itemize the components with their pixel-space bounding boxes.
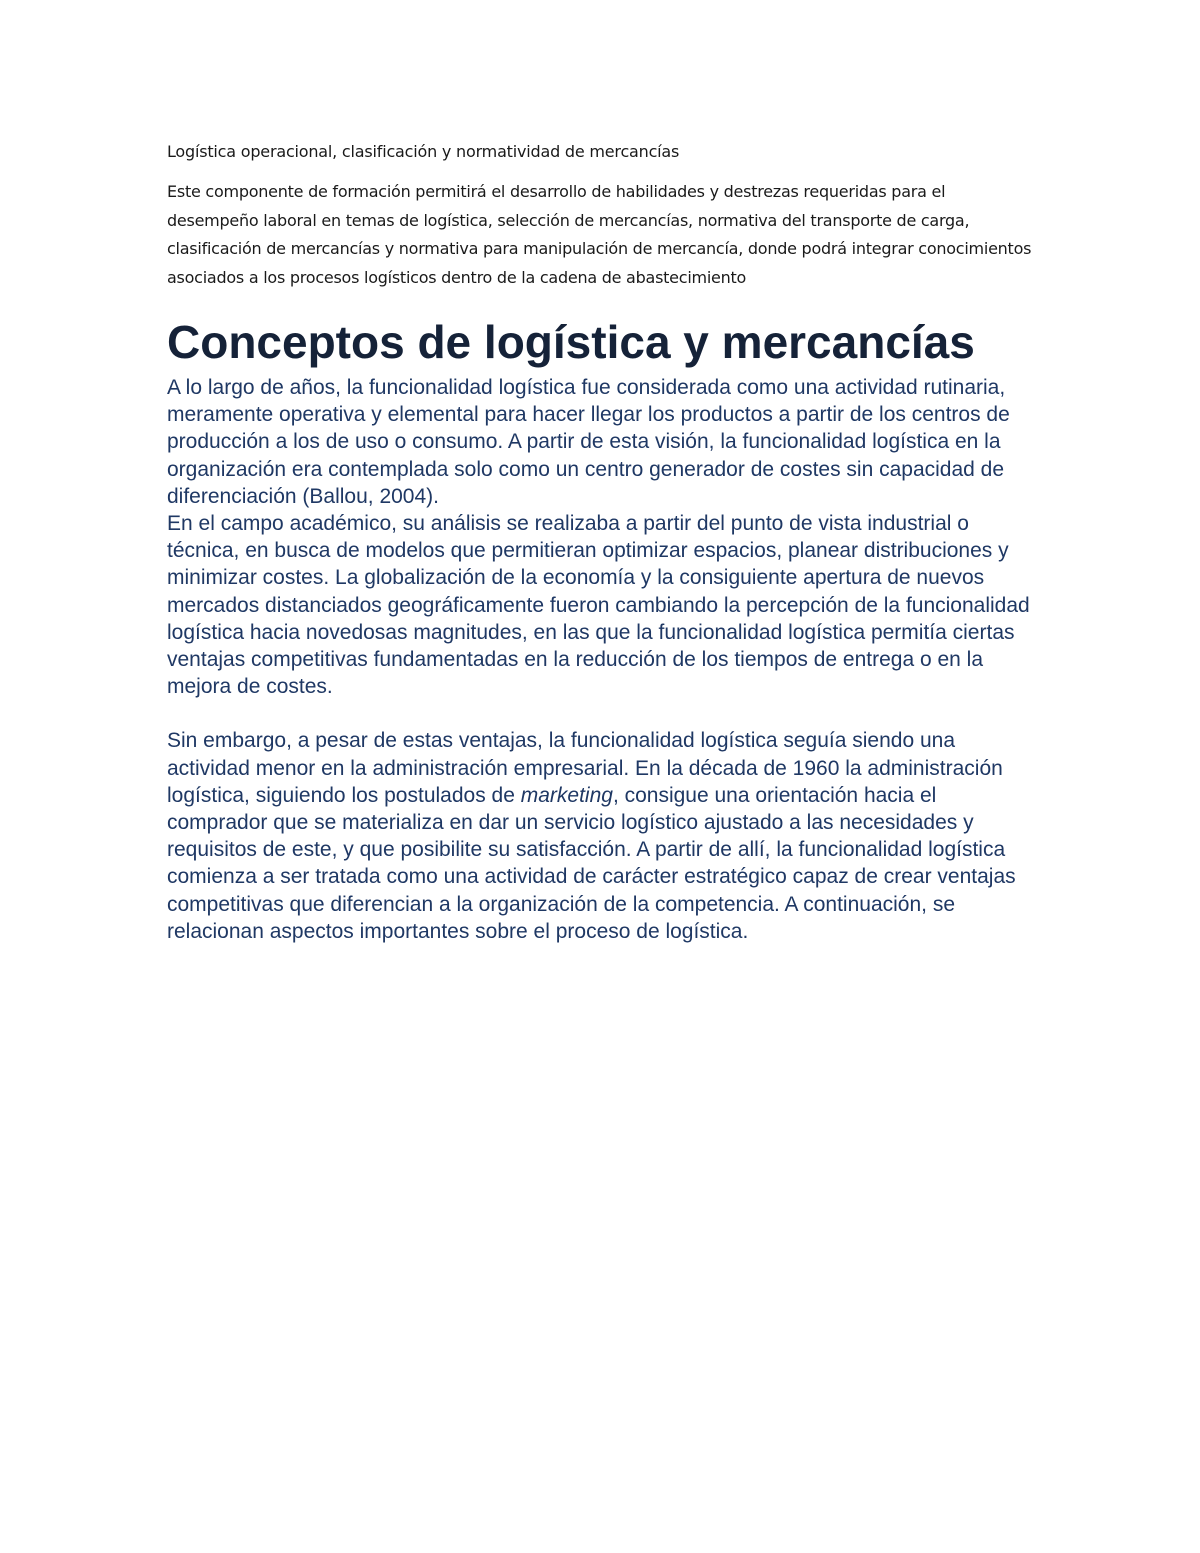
body-paragraph-3 (167, 727, 1037, 945)
section-heading: Conceptos de logística y mercancías (167, 316, 975, 368)
paragraph-spacer (167, 700, 1047, 727)
body-paragraph-3-part-2: , consigue una orientación hacia el comprador que se materializa en dar un servicio logístico ajustado a las necesidades y requisitos de este, y que posibilite su satisfacción. A partir de allí, la funcionalidad logística comienza a ser tratada como una actividad de carácter estratégico capaz de crear ventajas competitivas que diferencian a la organización de la competencia. A continuación, se relacionan aspectos importantes sobre el proceso de logística. (167, 783, 1016, 943)
body-paragraph-3-part-1: Sin embargo, a pesar de estas ventajas, la funcionalidad logística seguía siendo una actividad menor en la administración empresarial. En la década de 1960 la administración logística, siguiendo los postulados de (167, 729, 1003, 807)
intro-paragraph: Este componente de formación permitirá el desarrollo de habilidades y destrezas requeridas para el desempeño laboral en temas de logística, selección de mercancías, normativa del transporte de carga, clasificación de mercancías y normativa para manipulación de mercancía, donde podrá integrar conocimientos asociados a los procesos logísticos dentro de la cadena de abastecimiento (167, 182, 1032, 287)
course-title: Logística operacional, clasificación y normatividad de mercancías (167, 142, 680, 161)
body-paragraph-1: A lo largo de años, la funcionalidad logística fue considerada como una actividad rutinaria, meramente operativa y elemental para hacer llegar los productos a partir de los centros de producción a los de uso o consumo. A partir de esta visión, la funcionalidad logística en la organización era contemplada solo como un centro generador de costes sin capacidad de diferenciación (Ballou, 2004). (167, 376, 1010, 508)
body-paragraph-2: En el campo académico, su análisis se realizaba a partir del punto de vista industrial o técnica, en busca de modelos que permitieran optimizar espacios, planear distribuciones y minimizar costes. La globalización de la economía y la consiguiente apertura de nuevos mercados distanciados geográficamente fueron cambiando la percepción de la funcionalidad logística hacia novedosas magnitudes, en las que la funcionalidad logística permitía ciertas ventajas competitivas fundamentadas en la reducción de los tiempos de entrega o en la mejora de costes. (167, 512, 1030, 699)
page-content (167, 140, 1047, 945)
emphasis-marketing: marketing (520, 783, 613, 807)
